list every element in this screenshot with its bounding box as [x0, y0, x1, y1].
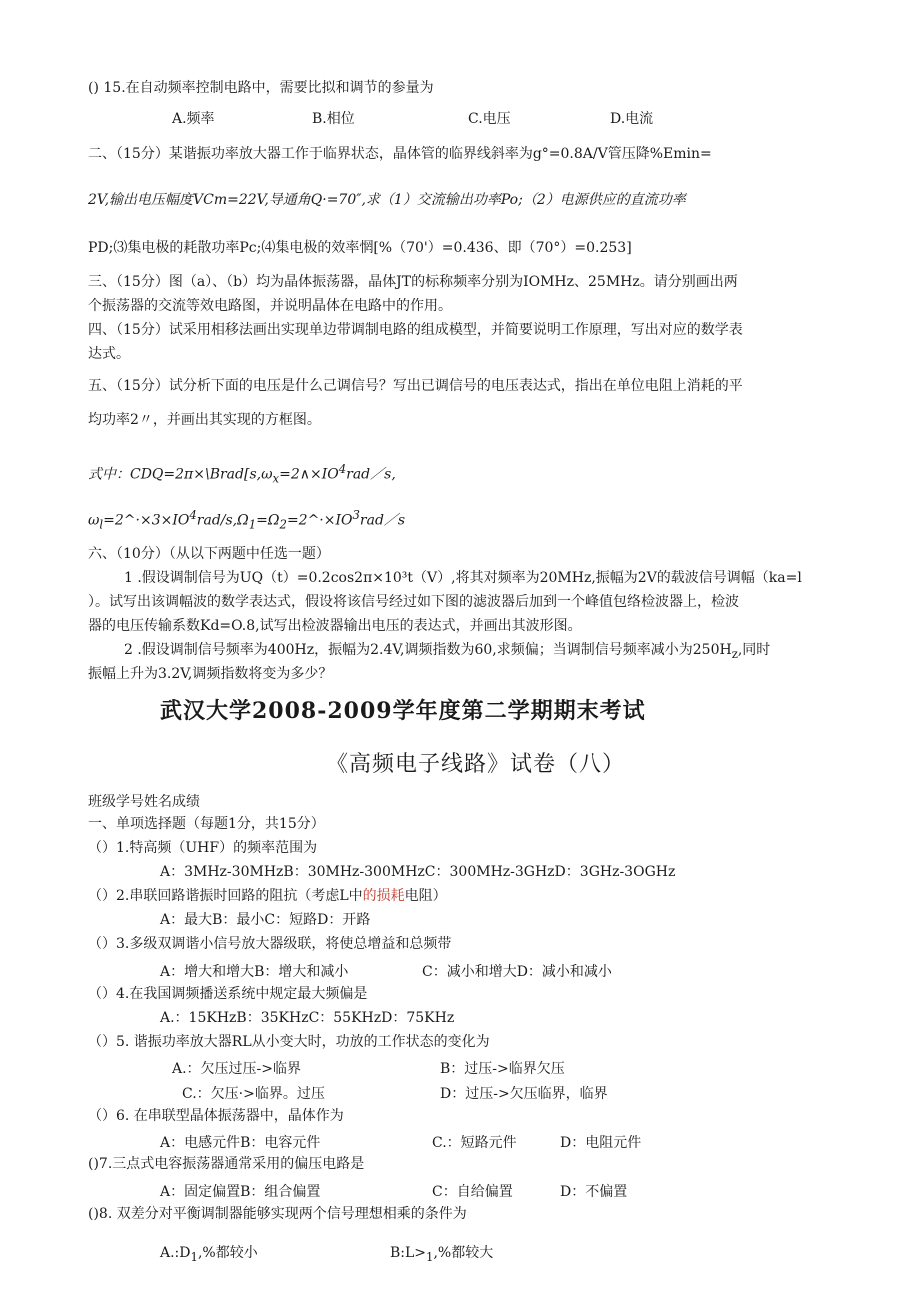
formula-2-part-g: =Ω [256, 512, 280, 529]
question-4-stem: （）4.在我国调频播送系统中规定最大频偏是 [88, 986, 368, 1002]
section-2-line-2: 2V,输出电压幅度VCm=22V,导通角Q·=70″,求（1）交流输出功率Po;（2）电源供应的直流功率 [88, 192, 686, 208]
q15-option-a: A.频率 [172, 111, 215, 127]
formula-1-sub-x: x [272, 471, 280, 486]
student-info-line: 班级学号姓名成绩 [88, 794, 200, 810]
q5-option-d: D：过压->欠压临界，临界 [440, 1086, 608, 1102]
exam-subtitle: 《高频电子线路》试卷（八） [326, 752, 626, 777]
q15-option-d: D.电流 [610, 111, 654, 127]
formula-1-part-e: rad／s, [346, 466, 396, 483]
q2-stem-b: 电阻） [404, 888, 447, 904]
formula-2-part-e: rad/s,Ω [196, 512, 249, 529]
formula-2-sup-3: 3 [352, 508, 360, 522]
question-5-stem: （）5. 谐振功率放大器RL从小变大时，功放的工作状态的变化为 [88, 1034, 490, 1050]
formula-1-sup-4: 4 [338, 462, 347, 476]
question-7-stem: ()7.三点式电容振荡器通常采用的偏压电路是 [88, 1156, 365, 1172]
q15-option-c: C.电压 [468, 111, 511, 127]
q2-stem-highlight: 的损耗 [362, 888, 405, 904]
q8-a-text-1: A.:D [160, 1245, 191, 1261]
section-2-line-3: PD;⑶集电极的耗散功率Pc;⑷集电极的效率惘[%（70'）=0.436、即（70°）=0.253] [88, 240, 632, 256]
q8-b-text-2: ,%都较大 [433, 1245, 494, 1261]
q8-option-b [390, 1242, 493, 1264]
section-5-formula-1 [88, 462, 396, 485]
formula-2-sup-4: 4 [189, 508, 197, 522]
formula-2-part-c: =2^·×3×IO [103, 512, 190, 529]
q8-b-sub: 1 [426, 1249, 434, 1264]
formula-2-part-i: =2^·×IO [286, 512, 353, 529]
question-15-stem: () 15.在自动频率控制电路中，需要比拟和调节的参量为 [88, 80, 434, 96]
question-3-stem: （）3.多级双调谐小信号放大器级联，将使总增益和总频带 [88, 936, 452, 952]
question-1-stem: （）1.特高频（UHF）的频率范围为 [88, 840, 318, 856]
question-1-options: A：3MHz-30MHzB：30MHz-300MHzC：300MHz-3GHzD：3GHz-3OGHz [160, 864, 676, 880]
part-1-heading: 一、单项选择题（每题1分，共15分） [88, 816, 325, 832]
q7-option-c: C：自给偏置 [432, 1184, 513, 1200]
section-5-line-1: 五、（15分）试分析下面的电压是什么己调信号？写出已调信号的电压表达式，指出在单位电阻上消耗的平 [88, 378, 743, 394]
q8-b-text-1: B:L> [390, 1245, 427, 1261]
section-6-problem-1-line-1: 1 .假设调制信号为UQ（t）=0.2cos2π×10³t（V）,将其对频率为20MHz,振幅为2V的载波信号调幅（ka=l [124, 570, 802, 586]
section-6-problem-2-line-1 [124, 642, 770, 661]
question-2-stem [88, 888, 447, 905]
question-4-options: A.：15KHzB：35KHzC：55KHzD：75KHz [160, 1010, 455, 1026]
problem-2-sub-z: z [731, 646, 738, 661]
q5-option-b: B：过压->临界欠压 [440, 1061, 565, 1077]
section-2-line-1: 二、（15分）某谐振功率放大器工作于临界状态，晶体管的临界线斜率为g°=0.8A/V管压降%Emin= [88, 146, 712, 162]
section-3-line-1: 三、（15分）图（a）、（b）均为晶体振荡器，晶体JT的标称频率分别为IOMHz、25MHz。请分别画出两 [88, 274, 738, 290]
formula-2-sub-l: l [99, 517, 104, 532]
q3-options-ab: A：增大和增大B：增大和减小 [160, 964, 349, 980]
formula-2-sub-2: 2 [279, 517, 287, 532]
section-5-formula-2 [88, 508, 405, 531]
q8-option-a [160, 1242, 258, 1264]
problem-2-text-a: 2 .假设调制信号频率为400Hz，振幅为2.4V,调频指数为60,求频偏；当调制信号频率减小为250H [124, 642, 732, 658]
q3-options-cd: C：减小和增大D：减小和减小 [422, 964, 612, 980]
section-6-problem-1-line-3: 器的电压传输系数Kd=O.8,试写出检波器输出电压的表达式，并画出其波形图。 [88, 618, 582, 634]
section-6-problem-1-line-2: ）。试写出该调幅波的数学表达式，假设将该信号经过如下图的滤波器后加到一个峰值包络检波器上，检波 [88, 594, 739, 610]
question-6-stem: （）6. 在串联型晶体振荡器中，晶体作为 [88, 1108, 344, 1124]
section-6-problem-2-line-2: 振幅上升为3.2V,调频指数将变为多少？ [88, 666, 333, 682]
formula-2-part-k: rad／s [359, 512, 406, 529]
q6-option-c: C.：短路元件 [432, 1135, 517, 1151]
exam-title: 武汉大学2008-2009学年度第二学期期末考试 [160, 698, 646, 724]
q5-option-a: A.：欠压过压->临界 [172, 1061, 302, 1077]
q5-option-c: C.：欠压·>临界。过压 [182, 1086, 325, 1102]
q6-options-ab: A：电感元件B：电容元件 [160, 1135, 321, 1151]
formula-2-omega: ω [88, 512, 100, 529]
formula-1-part-a: 式中：CDQ=2π×\Brad[s,ω [88, 466, 273, 483]
section-6-heading: 六、（10分）（从以下两题中任选一题） [88, 546, 330, 562]
problem-2-text-b: ,同时 [737, 642, 771, 658]
q7-option-d: D：不偏置 [560, 1184, 628, 1200]
formula-2-sub-1: 1 [248, 517, 257, 532]
section-4-line-1: 四、（15分）试采用相移法画出实现单边带调制电路的组成模型，并简要说明工作原理，写出对应的数学表 [88, 322, 743, 338]
section-5-line-2: 均功率2〃，并画出其实现的方框图。 [88, 412, 321, 428]
q8-a-sub: 1 [190, 1249, 198, 1264]
question-2-options: A：最大B：最小C：短路D：开路 [160, 912, 371, 928]
q7-options-ab: A：固定偏置B：组合偏置 [160, 1184, 321, 1200]
q8-a-text-2: ,%都较小 [197, 1245, 258, 1261]
question-8-stem: ()8. 双差分对平衡调制器能够实现两个信号理想相乘的条件为 [88, 1206, 467, 1222]
section-3-line-2: 个振荡器的交流等效电路图，并说明晶体在电路中的作用。 [88, 298, 452, 314]
q6-option-d: D：电阻元件 [560, 1135, 642, 1151]
q2-stem-a: （）2.串联回路谐振时回路的阻抗（考虑L中 [88, 888, 363, 904]
section-4-line-2: 达式。 [88, 346, 130, 362]
formula-1-part-c: =2∧×IO [279, 466, 339, 483]
q15-option-b: B.相位 [312, 111, 355, 127]
